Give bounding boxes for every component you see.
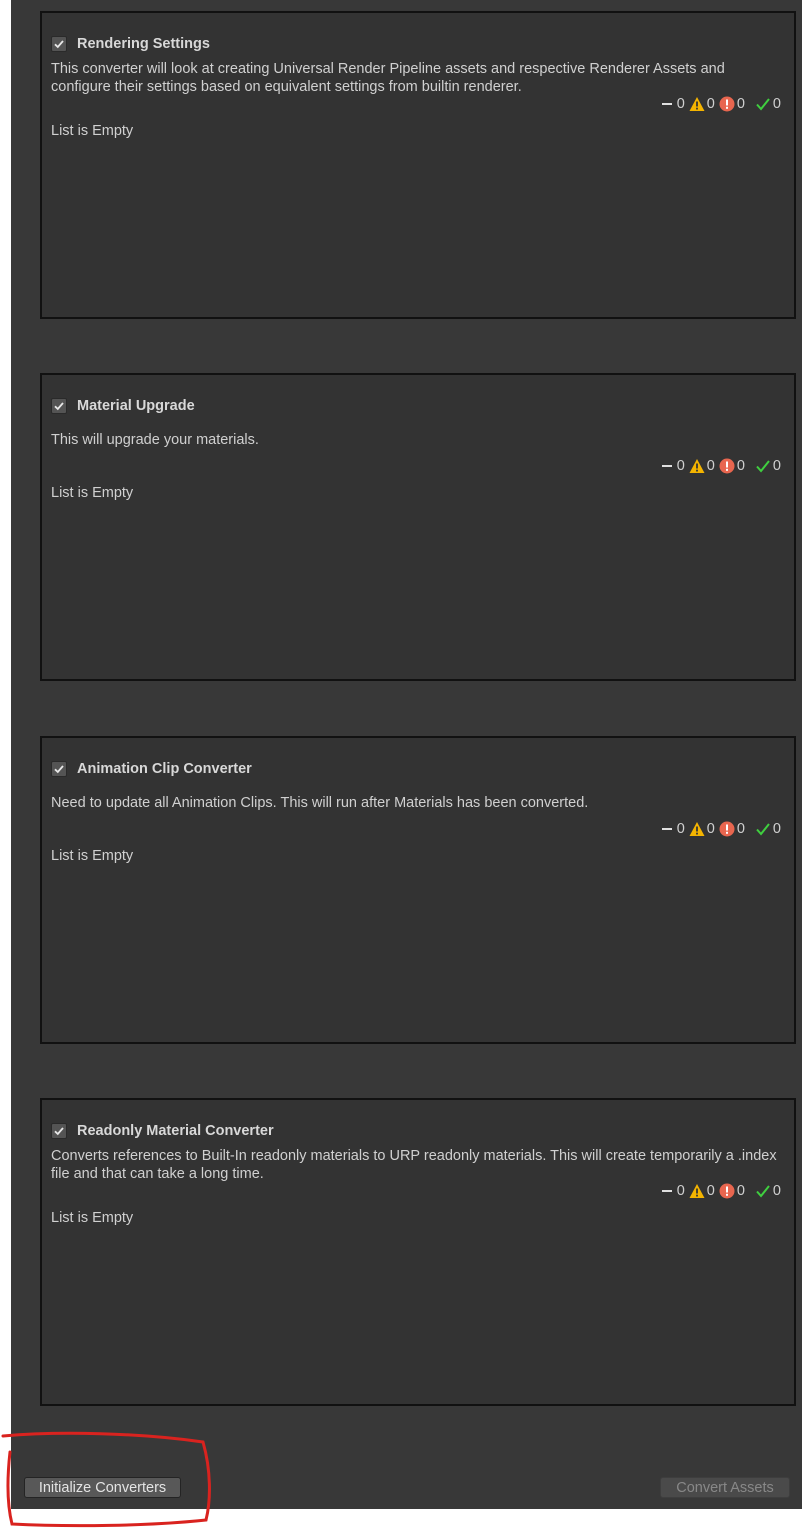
warning-count: 0: [706, 458, 715, 474]
success-count: 0: [772, 458, 781, 474]
error-count: 0: [736, 458, 745, 474]
warning-icon: [689, 821, 705, 837]
converter-stats: [659, 456, 781, 476]
convert-assets-button[interactable]: Convert Assets: [660, 1477, 790, 1498]
converter-stats: [659, 1181, 781, 1201]
empty-list-label: List is Empty: [51, 123, 134, 139]
warning-icon: [689, 458, 705, 474]
converter-title: Readonly Material Converter: [77, 1123, 274, 1139]
converter-checkbox[interactable]: [51, 398, 67, 414]
converter-card-material-upgrade: [40, 373, 796, 681]
error-icon: [719, 458, 735, 474]
dash-icon: [659, 96, 675, 112]
success-check-icon: [755, 96, 771, 112]
success-check-icon: [755, 821, 771, 837]
warning-icon: [689, 1183, 705, 1199]
dash-count: 0: [676, 96, 685, 112]
dash-icon: [659, 1183, 675, 1199]
converter-stats: [659, 94, 781, 114]
dash-count: 0: [676, 458, 685, 474]
success-count: 0: [772, 96, 781, 112]
checkmark-icon: [53, 400, 65, 412]
empty-list-label: List is Empty: [51, 485, 134, 501]
dash-count: 0: [676, 1183, 685, 1199]
error-icon: [719, 821, 735, 837]
converter-stats: [659, 819, 781, 839]
error-count: 0: [736, 96, 745, 112]
dash-icon: [659, 458, 675, 474]
dash-icon: [659, 821, 675, 837]
success-check-icon: [755, 1183, 771, 1199]
converter-checkbox[interactable]: [51, 761, 67, 777]
converter-header: [51, 34, 210, 54]
warning-count: 0: [706, 1183, 715, 1199]
converter-title: Material Upgrade: [77, 398, 195, 414]
error-count: 0: [736, 821, 745, 837]
converter-card-readonly-material: [40, 1098, 796, 1406]
success-count: 0: [772, 821, 781, 837]
converter-card-animation-clip: [40, 736, 796, 1044]
success-count: 0: [772, 1183, 781, 1199]
warning-count: 0: [706, 821, 715, 837]
converter-header: [51, 759, 252, 779]
converter-title: Rendering Settings: [77, 36, 210, 52]
converter-description: This converter will look at creating Universal Render Pipeline assets and respective Renderer Assets and configure their settings based on equivalent settings from builtin renderer.: [51, 61, 725, 95]
dash-count: 0: [676, 821, 685, 837]
checkmark-icon: [53, 38, 65, 50]
converter-header: [51, 396, 195, 416]
warning-count: 0: [706, 96, 715, 112]
converter-checkbox[interactable]: [51, 1123, 67, 1139]
checkmark-icon: [53, 1125, 65, 1137]
error-icon: [719, 96, 735, 112]
converter-header: [51, 1121, 274, 1141]
converter-description: Converts references to Built-In readonly materials to URP readonly materials. This will create temporarily a .index file and that can take a long time.: [51, 1148, 777, 1182]
empty-list-label: List is Empty: [51, 848, 134, 864]
converter-description: Need to update all Animation Clips. This will run after Materials has been converted.: [51, 795, 589, 811]
checkmark-icon: [53, 763, 65, 775]
converter-card-rendering-settings: [40, 11, 796, 319]
success-check-icon: [755, 458, 771, 474]
error-icon: [719, 1183, 735, 1199]
converter-panel: [11, 0, 802, 1509]
empty-list-label: List is Empty: [51, 1210, 134, 1226]
converter-title: Animation Clip Converter: [77, 761, 252, 777]
error-count: 0: [736, 1183, 745, 1199]
initialize-converters-button[interactable]: Initialize Converters: [24, 1477, 181, 1498]
converter-description: This will upgrade your materials.: [51, 432, 259, 448]
converter-checkbox[interactable]: [51, 36, 67, 52]
warning-icon: [689, 96, 705, 112]
